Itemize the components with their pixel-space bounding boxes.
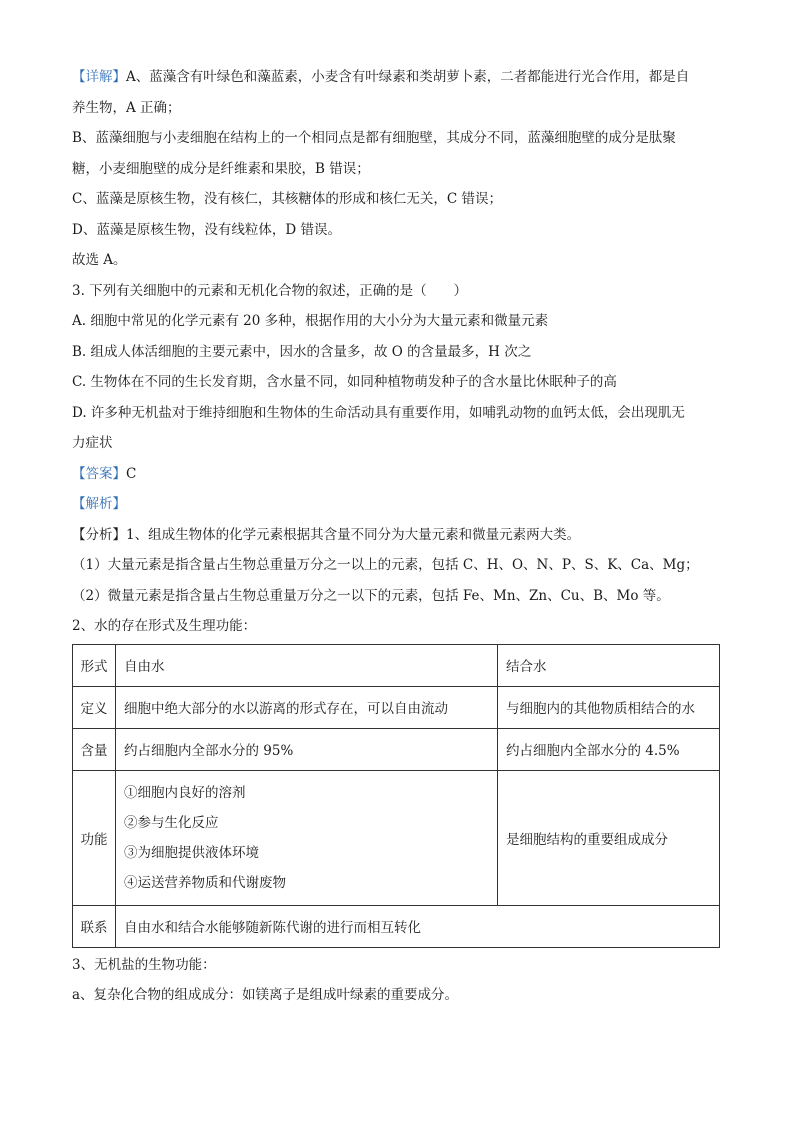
document-page: [72, 62, 722, 1011]
table-cell-func-free: [116, 770, 498, 905]
table-row: [73, 770, 720, 905]
fenxi-salt-heading: 3、无机盐的生物功能：: [72, 956, 216, 973]
question-stem: 3. 下列有关细胞中的元素和无机化合物的叙述，正确的是（ ）: [72, 282, 468, 299]
option-c: C. 生物体在不同的生长发育期，含水量不同，如同种植物萌发种子的含水量比休眠种子的高: [72, 374, 617, 390]
table-cell-link-text: 自由水和结合水能够随新陈代谢的进行而相互转化: [116, 905, 720, 947]
table-row: [73, 686, 720, 728]
table-cell-form: 形式: [73, 644, 116, 686]
option-b: B. 组成人体活细胞的主要元素中，因水的含量多，故 O 的含量最多，H 次之: [72, 343, 532, 360]
answer-line: [72, 459, 722, 490]
detail-a-line1: 【详解】A、蓝藻含有叶绿色和藻蓝素，小麦含有叶绿素和类胡萝卜素，二者都能进行光合作用，都是自: [72, 69, 690, 85]
analysis-tag: 【解析】: [72, 496, 126, 512]
option-a: A. 细胞中常见的化学元素有 20 多种，根据作用的大小分为大量元素和微量元素: [72, 313, 549, 329]
fenxi-micro: （2）微量元素是指含量占生物总重量万分之一以下的元素，包括 Fe、Mn、Zn、Cu、B、Mo 等。: [72, 587, 670, 604]
fenxi-macro: （1）大量元素是指含量占生物总重量万分之一以上的元素，包括 C、H、O、N、P、S、K、Ca、Mg；: [72, 557, 699, 573]
table-cell-amt-label: 含量: [73, 728, 116, 770]
table-cell-def-bound: 与细胞内的其他物质相结合的水: [498, 686, 720, 728]
function-item: ①细胞内良好的溶剂: [124, 784, 246, 801]
analysis-line: [72, 489, 722, 520]
table-cell-amt-free: 约占细胞内全部水分的 95%: [116, 728, 498, 770]
answer-tag: 【答案】: [72, 465, 126, 482]
table-row: [73, 644, 720, 686]
detail-b-line1: B、蓝藻细胞与小麦细胞在结构上的一个相同点是都有细胞壁，其成分不同，蓝藻细胞壁的成分是肽聚: [72, 130, 676, 146]
detail-b-line2: 糖，小麦细胞壁的成分是纤维素和果胶，B 错误；: [72, 160, 370, 177]
table-cell-def-label: 定义: [73, 686, 116, 728]
table-row: [73, 728, 720, 770]
table-cell-def-free: 细胞中绝大部分的水以游离的形式存在，可以自由流动: [116, 686, 498, 728]
function-item: ④运送营养物质和代谢废物: [124, 874, 286, 891]
fenxi-tag: 【分析】: [72, 526, 126, 543]
option-d-line2: 力症状: [72, 435, 113, 451]
table-row: [73, 905, 720, 947]
fenxi-salt-a: a、复杂化合物的组成成分：如镁离子是组成叶绿素的重要成分。: [72, 987, 459, 1003]
detail-choose: 故选 A。: [72, 252, 127, 268]
detail-a-line2: 养生物，A 正确；: [72, 99, 181, 116]
table-cell-amt-bound: 约占细胞内全部水分的 4.5%: [498, 728, 720, 770]
function-item: ③为细胞提供液体环境: [124, 844, 259, 861]
option-d-line1: D. 许多种无机盐对于维持细胞和生物体的生命活动具有重要作用，如哺乳动物的血钙太低，会出现肌无: [72, 404, 685, 421]
water-table: [72, 644, 720, 948]
table-cell-bound-header: 结合水: [498, 644, 720, 686]
table-cell-func-label: 功能: [73, 770, 116, 905]
detail-tag: 【详解】: [72, 69, 126, 85]
answer-value: C: [126, 465, 137, 482]
table-cell-free-header: 自由水: [116, 644, 498, 686]
fenxi-water-heading: 2、水的存在形式及生理功能：: [72, 618, 257, 634]
function-item: ②参与生化反应: [124, 814, 219, 831]
fenxi-line: 【分析】1、组成生物体的化学元素根据其含量不同分为大量元素和微量元素两大类。: [72, 526, 581, 543]
table-cell-link-label: 联系: [73, 905, 116, 947]
detail-d-line: D、蓝藻是原核生物，没有线粒体，D 错误。: [72, 221, 341, 238]
table-cell-func-bound: 是细胞结构的重要组成成分: [498, 770, 720, 905]
detail-c-line: C、蓝藻是原核生物，没有核仁，其核糖体的形成和核仁无关，C 错误；: [72, 191, 502, 207]
